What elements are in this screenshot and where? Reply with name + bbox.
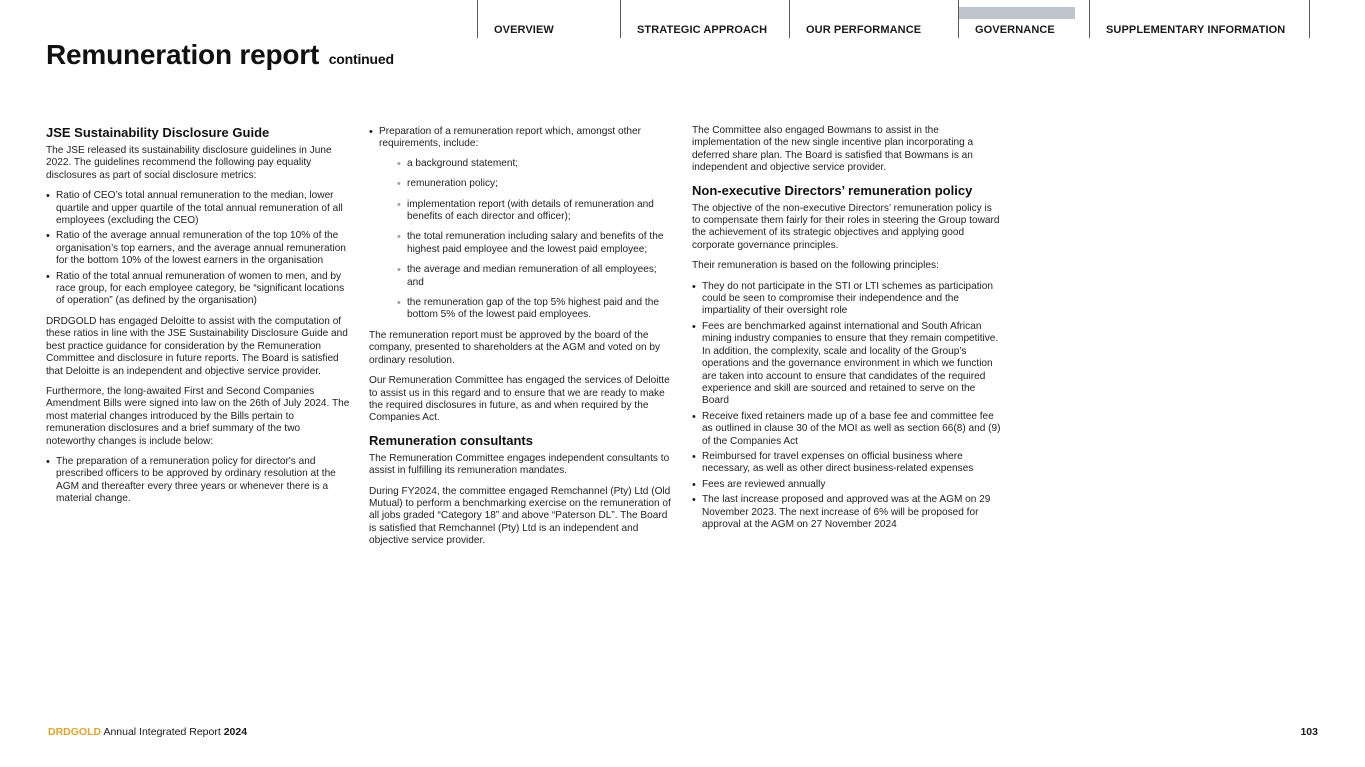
tab-overview-label: OVERVIEW (494, 24, 554, 36)
sub-list-item: • the average and median remuneration of all employees; and (397, 264, 676, 289)
column-1 (46, 125, 352, 514)
paragraph: The JSE released its sustainability disclosure guidelines in June 2022. The guidelines recommend the following pay equality disclosures as part of social disclosure metrics: (46, 145, 332, 181)
bullet-list (46, 456, 352, 506)
tab-our-performance[interactable] (789, 0, 958, 38)
list-item: • Ratio of CEO’s total annual remuneration to the median, lower quartile and upper quartile of the total annual remuneration of all employees (excluding the CEO) (46, 190, 352, 227)
bullet-list (46, 190, 352, 308)
paragraph: The Remuneration Committee engages independent consultants to assist in fulfilling its remuneration mandates. (369, 452, 670, 477)
non-executive-policy-heading: Non-executive Directors’ remuneration policy (692, 182, 973, 198)
bullet-list (369, 126, 676, 322)
tab-governance-label: GOVERNANCE (975, 24, 1055, 36)
list-item: • Fees are reviewed annually (692, 479, 1002, 491)
jse-disclosure-heading: JSE Sustainability Disclosure Guide (46, 125, 270, 140)
footer-report-name: Annual Integrated Report (103, 726, 221, 738)
tab-strategic-approach-label: STRATEGIC APPROACH (637, 24, 768, 36)
tab-strategic-approach[interactable] (620, 0, 789, 38)
top-navigation (477, 0, 1310, 38)
active-tab-indicator (959, 7, 1075, 19)
paragraph: The remuneration report must be approved by the board of the company, presented to shareholders at the AGM and voted on by ordinary resolution. (369, 329, 661, 366)
list-item-text: Preparation of a remuneration report which, amongst other requirements, include: (379, 126, 642, 150)
list-item: • Receive fixed retainers made up of a base fee and committee fee as outlined in clause 30 of the MOI as well as section 66(8) and (9) of the Companies Act (692, 411, 1002, 448)
tab-overview[interactable] (477, 0, 620, 38)
paragraph: Their remuneration is based on the following principles: (692, 260, 939, 272)
column-2 (369, 126, 676, 556)
list-item: • The last increase proposed and approved was at the AGM on 29 November 2023. The next increase of 6% will be proposed for approval at the AGM on 27 November 2024 (692, 494, 1002, 531)
list-item: • Ratio of the average annual remuneration of the top 10% of the organisation’s top earners, and the average annual remuneration for the bottom 10% of the lowest earners in the organisation (46, 230, 352, 267)
list-item: • Reimbursed for travel expenses on official business where necessary, as well as other direct business-related expenses (692, 451, 1002, 476)
paragraph: The Committee also engaged Bowmans to assist in the implementation of the new single incentive plan incorporating a deferred share plan. The Board is satisfied that Bowmans is an independent and objective service provider. (692, 125, 974, 174)
sub-list-item: • the total remuneration including salary and benefits of the highest paid employee and the lowest paid employee; (397, 231, 676, 256)
sub-bullet-list (397, 158, 676, 322)
page-title (46, 39, 394, 71)
list-item: • Fees are benchmarked against international and South African mining industry companies to ensure that they remain competitive. In addition, the complexity, scale and locality of the Group’s operations and the governance environment in which we function are taken into account to ensure that candidates of the required experience and skill are sourced and retained to serve on the Board (692, 321, 1002, 408)
page-number: 103 (1300, 726, 1318, 738)
column-3 (692, 125, 1002, 539)
page-title-subtitle: continued (328, 51, 394, 67)
footer (48, 726, 247, 738)
bullet-list (692, 281, 1002, 532)
sub-list-item: • implementation report (with details of remuneration and benefits of each director and officer); (397, 199, 676, 224)
tab-our-performance-label: OUR PERFORMANCE (806, 24, 922, 36)
list-item: • Ratio of the total annual remuneration of women to men, and by race group, for each employee category, be “significant locations of operation” (as defined by the organisation) (46, 271, 352, 308)
footer-brand: DRDGOLD (48, 726, 102, 738)
paragraph: During FY2024, the committee engaged Remchannel (Pty) Ltd (Old Mutual) to perform a benchmarking exercise on the remuneration of all jobs graded “Category 18” and above “Paterson DL”. The Board is satisfied that Remchannel (Pty) Ltd is an independent and objective service provider. (369, 485, 671, 547)
list-item (369, 126, 676, 322)
tab-governance[interactable] (958, 0, 1089, 38)
paragraph: The objective of the non-executive Directors’ remuneration policy is to compensate them fairly for their roles in steering the Group toward the achievement of its strategic objectives and applying good corporate governance principles. (692, 202, 1000, 251)
tab-supplementary-information-label: SUPPLEMENTARY INFORMATION (1106, 24, 1286, 36)
sub-list-item: • a background statement; (397, 158, 676, 170)
remuneration-consultants-heading: Remuneration consultants (369, 432, 533, 448)
list-item: • They do not participate in the STI or LTI schemes as participation could be seen to compromise their independence and the impartiality of their oversight role (692, 281, 1002, 318)
page-title-text: Remuneration report (46, 39, 320, 70)
sub-list-item: • remuneration policy; (397, 178, 676, 190)
paragraph: DRDGOLD has engaged Deloitte to assist with the computation of these ratios in line with the JSE Sustainability Disclosure Guide and best practice guidance for consideration by the Remuneration Committee and disclosure in future reports. The Board is satisfied that Deloitte is an independent and objective service provider. (46, 315, 348, 377)
tab-supplementary-information[interactable] (1089, 0, 1310, 38)
footer-year: 2024 (223, 726, 248, 738)
paragraph: Furthermore, the long-awaited First and Second Companies Amendment Bills were signed into law on the 26th of July 2024. The most material changes introduced by the Bills pertain to remuneration disclosures and a brief summary of the two noteworthy changes is include below: (46, 385, 350, 447)
paragraph: Our Remuneration Committee has engaged the services of Deloitte to assist us in this regard and to ensure that we are ready to make the required disclosures in future, as and when required by the Companies Act. (369, 375, 670, 424)
list-item: • The preparation of a remuneration policy for director's and prescribed officers to be approved by ordinary resolution at the AGM and thereafter every three years or whenever there is a material change. (46, 456, 352, 506)
sub-list-item: • the remuneration gap of the top 5% highest paid and the bottom 5% of the lowest paid employees. (397, 297, 676, 322)
